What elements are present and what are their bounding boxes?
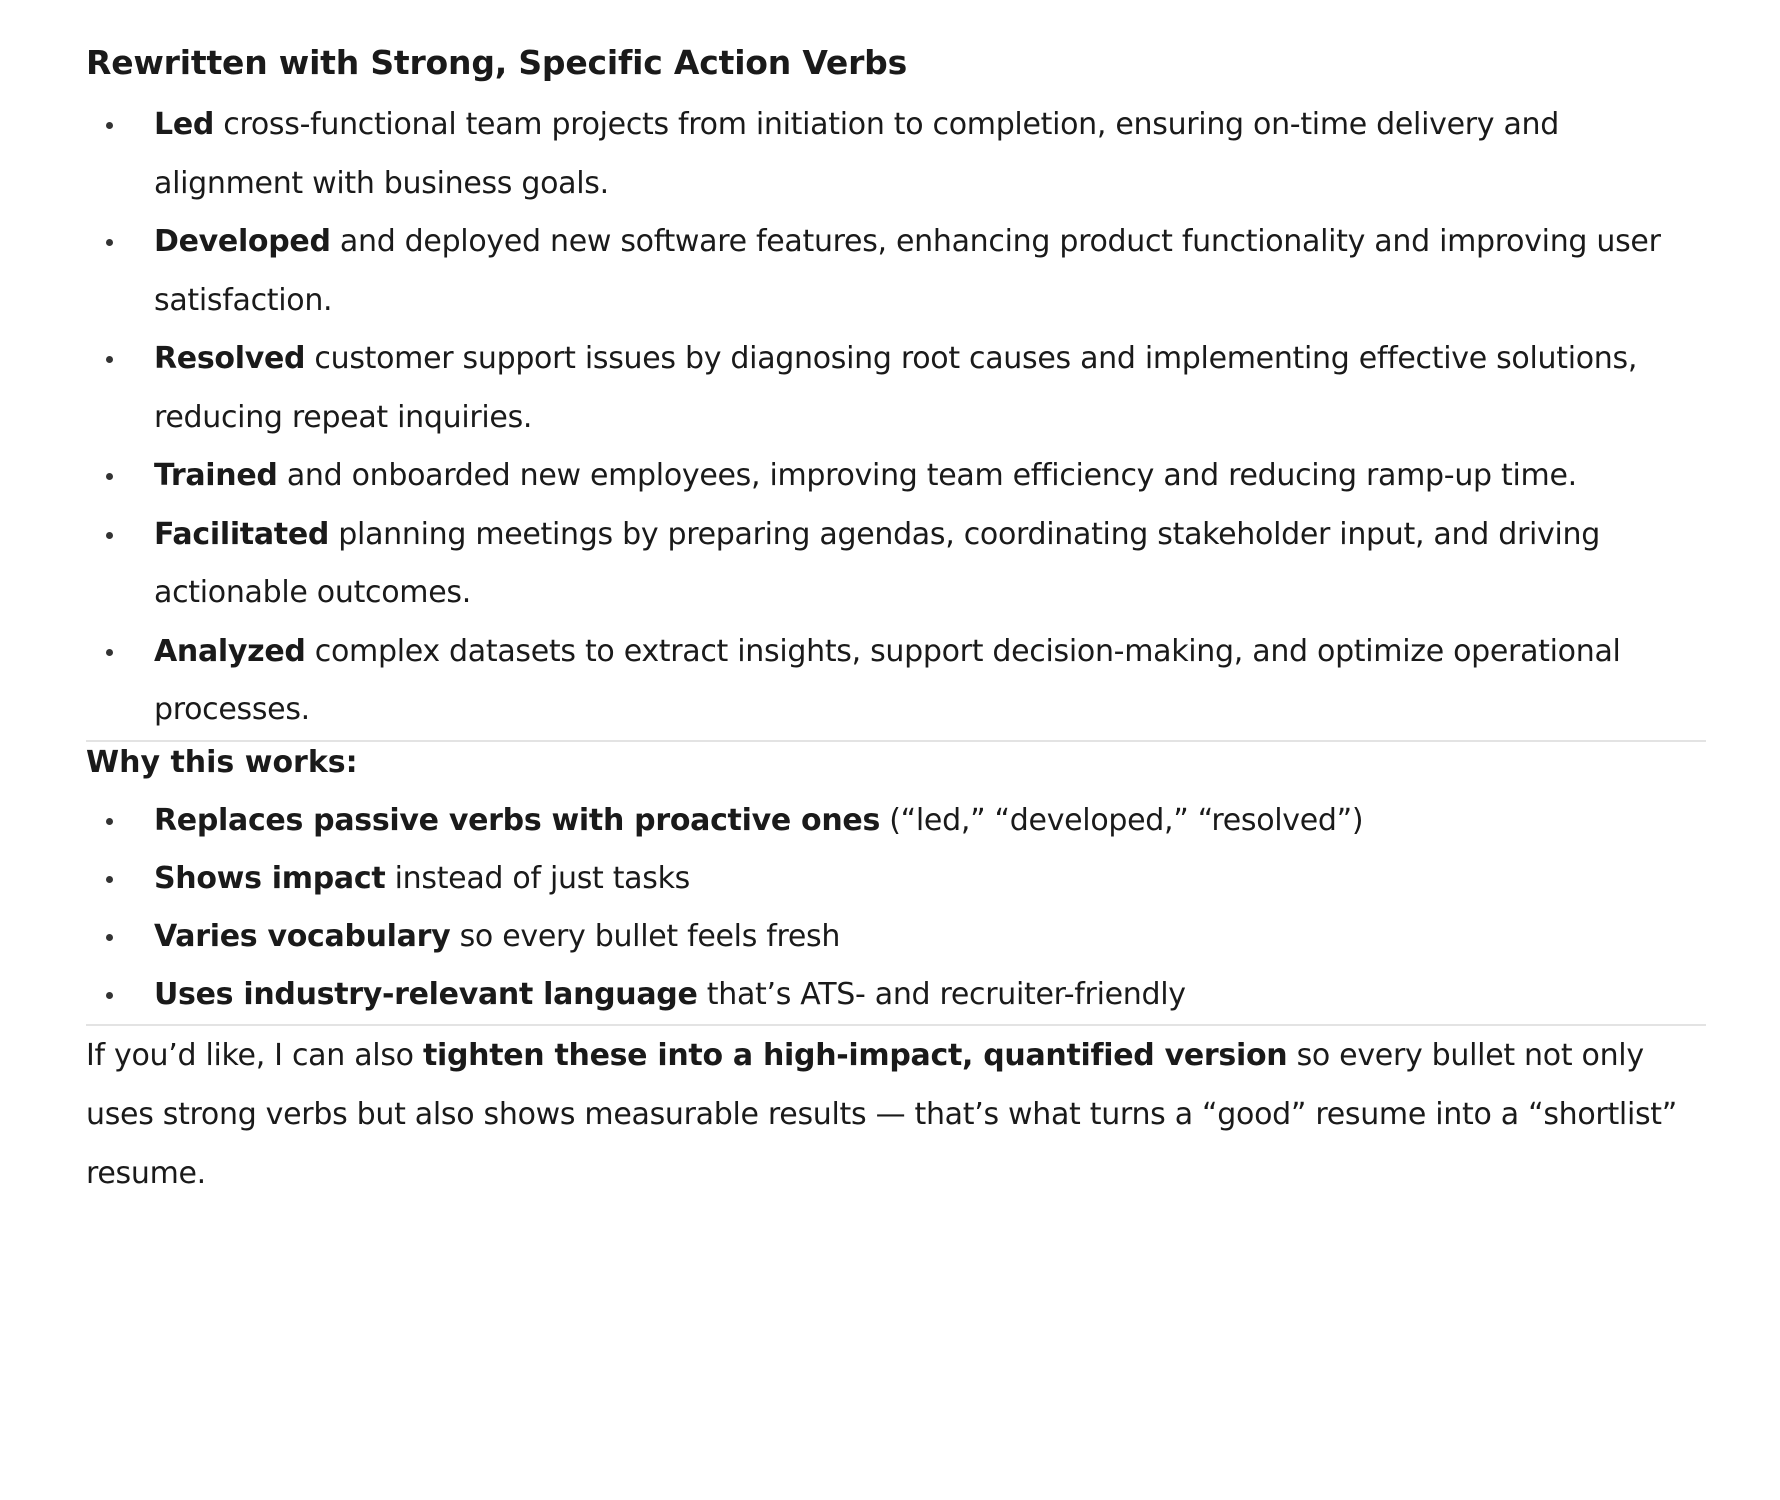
why-bullet-list: [86, 792, 1706, 1024]
list-item: [86, 96, 1706, 213]
rewritten-bullet-list: [86, 96, 1706, 740]
action-verb: Trained: [154, 458, 278, 494]
list-item: [86, 966, 1706, 1024]
section-heading: Rewritten with Strong, Specific Action Verbs: [86, 43, 908, 82]
bullet-bold: Shows impact: [154, 860, 386, 896]
bullet-text: so every bullet feels fresh: [450, 918, 841, 954]
closing-text: so every bullet not only uses strong verbs but also shows measurable results — that’s what turns a “good” resume into a “shortlist” resume.: [86, 1037, 1678, 1191]
bullet-text: cross-functional team projects from initiation to completion, ensuring on-time delivery and alignment with business goals.: [154, 107, 1559, 201]
action-verb: Developed: [154, 224, 331, 260]
bullet-text: complex datasets to extract insights, support decision-making, and optimize operational processes.: [154, 633, 1621, 728]
list-item: [86, 447, 1706, 506]
bullet-bold: Uses industry-relevant language: [154, 976, 698, 1012]
list-item: [86, 213, 1706, 330]
bullet-text: planning meetings by preparing agendas, coordinating stakeholder input, and driving actionable outcomes.: [154, 516, 1600, 611]
message-content: [86, 40, 1706, 1203]
action-verb: Led: [154, 107, 215, 143]
list-item: [86, 330, 1706, 447]
closing-bold: tighten these into a high-impact, quantified version: [422, 1037, 1288, 1073]
list-item: [86, 792, 1706, 850]
bullet-text: and onboarded new employees, improving team efficiency and reducing ramp-up time.: [277, 458, 1577, 494]
list-item: [86, 850, 1706, 908]
bullet-text: (“led,” “developed,” “resolved”): [880, 802, 1364, 838]
action-verb: Resolved: [154, 341, 306, 377]
bullet-text: instead of just tasks: [385, 860, 690, 896]
list-item: [86, 623, 1706, 740]
bullet-text: customer support issues by diagnosing root causes and implementing effective solutions, reducing repeat inquiries.: [154, 341, 1638, 435]
action-verb: Analyzed: [154, 633, 306, 669]
bullet-bold: Replaces passive verbs with proactive ones: [154, 802, 881, 838]
closing-paragraph: [86, 1026, 1706, 1203]
bullet-bold: Varies vocabulary: [154, 918, 451, 954]
list-item: [86, 506, 1706, 623]
action-verb: Facilitated: [154, 516, 330, 552]
closing-text: If you’d like, I can also: [86, 1037, 423, 1073]
bullet-text: that’s ATS- and recruiter-friendly: [697, 976, 1186, 1012]
bullet-text: and deployed new software features, enhancing product functionality and improving user satisfaction.: [154, 224, 1661, 318]
list-item: [86, 908, 1706, 966]
why-heading: Why this works:: [86, 744, 358, 780]
